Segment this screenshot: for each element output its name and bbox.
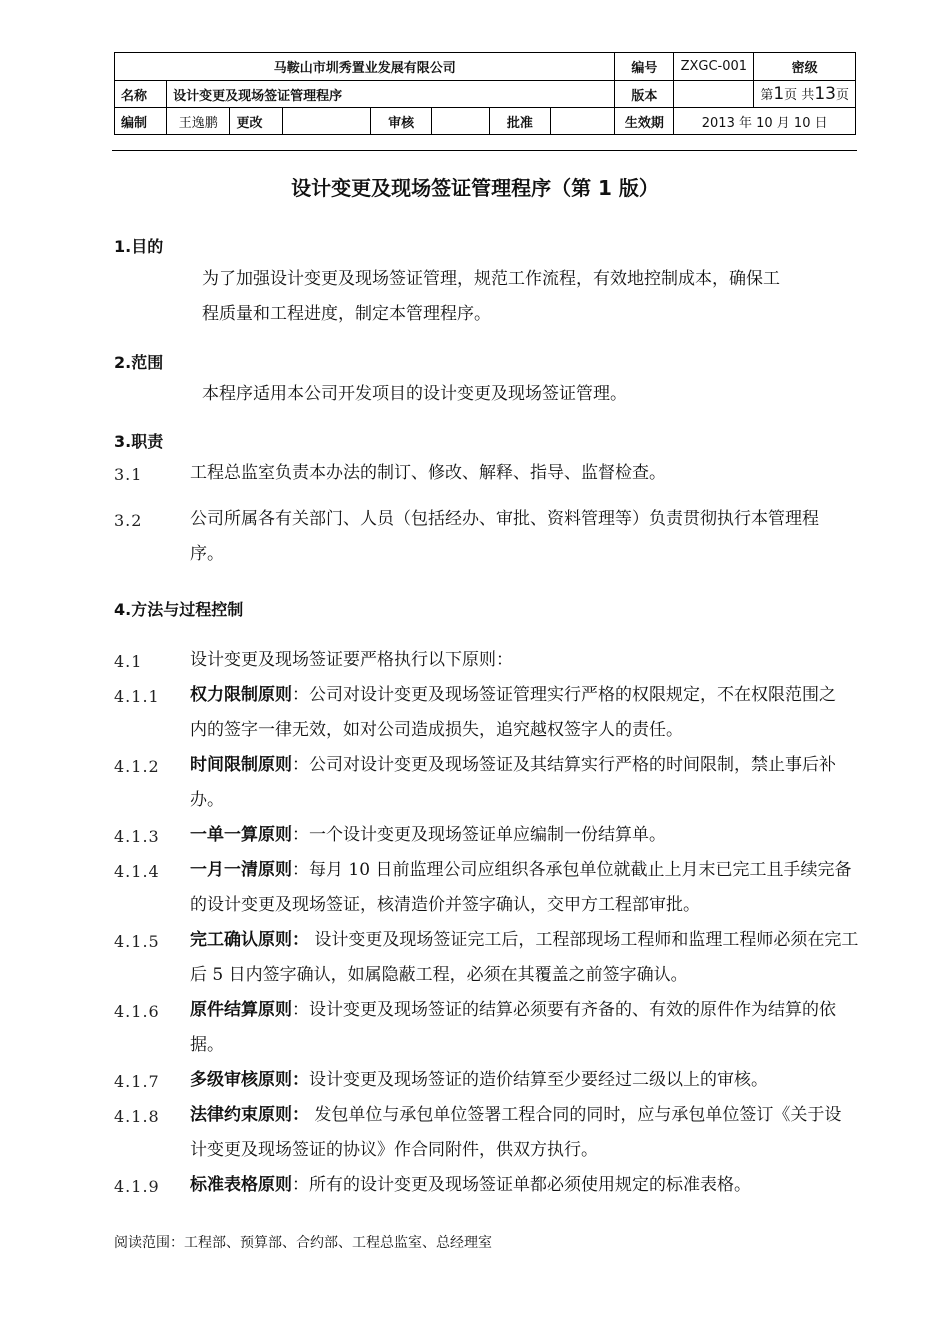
document-header-table [114,52,856,135]
principle-item [190,1098,852,1168]
principle-item [190,818,862,853]
principle-item [190,748,862,818]
principle-key: 一月一清原则 [190,860,292,880]
principle-text: 设计变更及现场签证的造价结算至少要经过二级以上的审核。 [309,1070,768,1090]
purpose-line-2: 程质量和工程进度，制定本管理程序。 [202,304,491,324]
principle-key: 时间限制原则 [190,755,292,775]
principle-item [190,1063,862,1098]
principle-text: ：公司对设计变更及现场签证及其结算实行严格的时间限制，禁止事后补办。 [190,755,836,810]
code-value: ZXGC-001 [674,53,754,81]
effective-label: 生效期 [615,108,674,135]
change-label: 更改 [230,108,282,135]
principle-item [190,1168,862,1203]
principle-text: 发包单位与承包单位签署工程合同的同时，应与承包单位签订《关于设计变更及现场签证的协议》作合同附件，供双方执行。 [190,1105,842,1160]
company-name: 马鞍山市圳秀置业发展有限公司 [115,53,615,81]
heading-scope: 2.范围 [114,353,164,372]
principle-number: 4.1.6 [114,1002,160,1021]
principle-key: 原件结算原则 [190,1000,292,1020]
duty-text: 公司所属各有关部门、人员（包括经办、审批、资料管理等）负责贯彻执行本管理程序。 [190,509,819,564]
principle-key: 多级审核原则： [190,1070,309,1090]
principle-item [190,923,862,993]
author-value: 王逸鹏 [167,108,230,135]
duty-number: 3.2 [114,511,143,530]
principle-text: ：设计变更及现场签证的结算必须要有齐备的、有效的原件作为结算的依据。 [190,1000,836,1055]
approve-label: 批准 [490,108,551,135]
heading-purpose: 1.目的 [114,237,164,256]
name-value: 设计变更及现场签证管理程序 [167,81,615,108]
duty-number: 3.1 [114,465,143,484]
principle-number: 4.1.4 [114,862,160,881]
principle-item [190,853,862,923]
principle-item [190,993,862,1063]
change-value [282,108,370,135]
principle-key: 法律约束原则： [190,1105,309,1125]
duty-text: 工程总监室负责本办法的制订、修改、解释、指导、监督检查。 [190,463,666,483]
principle-text: ：一个设计变更及现场签证单应编制一份结算单。 [292,825,666,845]
effective-value: 2013 年 10 月 10 日 [674,108,856,135]
principle-key: 标准表格原则 [190,1175,292,1195]
approve-value [550,108,615,135]
page-count: 第1页 共13页 [754,81,856,108]
version-label: 版本 [615,81,674,108]
principle-key: 一单一算原则 [190,825,292,845]
principle-number: 4.1.5 [114,932,160,951]
principle-number: 4.1.8 [114,1107,160,1126]
author-label: 编制 [115,108,167,135]
reading-scope-footer: 阅读范围：工程部、预算部、合约部、工程总监室、总经理室 [114,1235,492,1251]
header-divider [112,150,857,151]
principle-text: ：公司对设计变更及现场签证管理实行严格的权限规定，不在权限范围之内的签字一律无效，如对公司造成损失，追究越权签字人的责任。 [190,685,836,740]
heading-method: 4.方法与过程控制 [114,600,244,619]
principle-item [190,678,852,748]
heading-duties: 3.职责 [114,432,164,451]
name-label: 名称 [115,81,167,108]
principle-number: 4.1.2 [114,757,160,776]
principle-text: ：所有的设计变更及现场签证单都必须使用规定的标准表格。 [292,1175,751,1195]
secret-label: 密级 [754,53,856,81]
principle-number: 4.1.3 [114,827,160,846]
scope-text: 本程序适用本公司开发项目的设计变更及现场签证管理。 [202,384,627,404]
method-intro-text: 设计变更及现场签证要严格执行以下原则： [190,650,513,670]
principle-number: 4.1.1 [114,687,160,706]
principle-key: 权力限制原则 [190,685,292,705]
principle-number: 4.1.9 [114,1177,160,1196]
method-intro-number: 4.1 [114,652,143,671]
purpose-line-1: 为了加强设计变更及现场签证管理，规范工作流程，有效地控制成本，确保工 [202,269,780,289]
principle-text: ：每月 10 日前监理公司应组织各承包单位就截止上月末已完工且手续完备的设计变更及现场签证，核清造价并签字确认，交甲方工程部审批。 [190,860,852,915]
review-value [432,108,490,135]
version-value [674,81,754,108]
principle-number: 4.1.7 [114,1072,160,1091]
principle-key: 完工确认原则： [190,930,309,950]
review-label: 审核 [370,108,432,135]
document-title: 设计变更及现场签证管理程序（第 1 版） [291,176,659,200]
code-label: 编号 [615,53,674,81]
principle-text: 设计变更及现场签证完工后，工程部现场工程师和监理工程师必须在完工后 5 日内签字确认，如属隐蔽工程，必须在其覆盖之前签字确认。 [190,930,859,985]
